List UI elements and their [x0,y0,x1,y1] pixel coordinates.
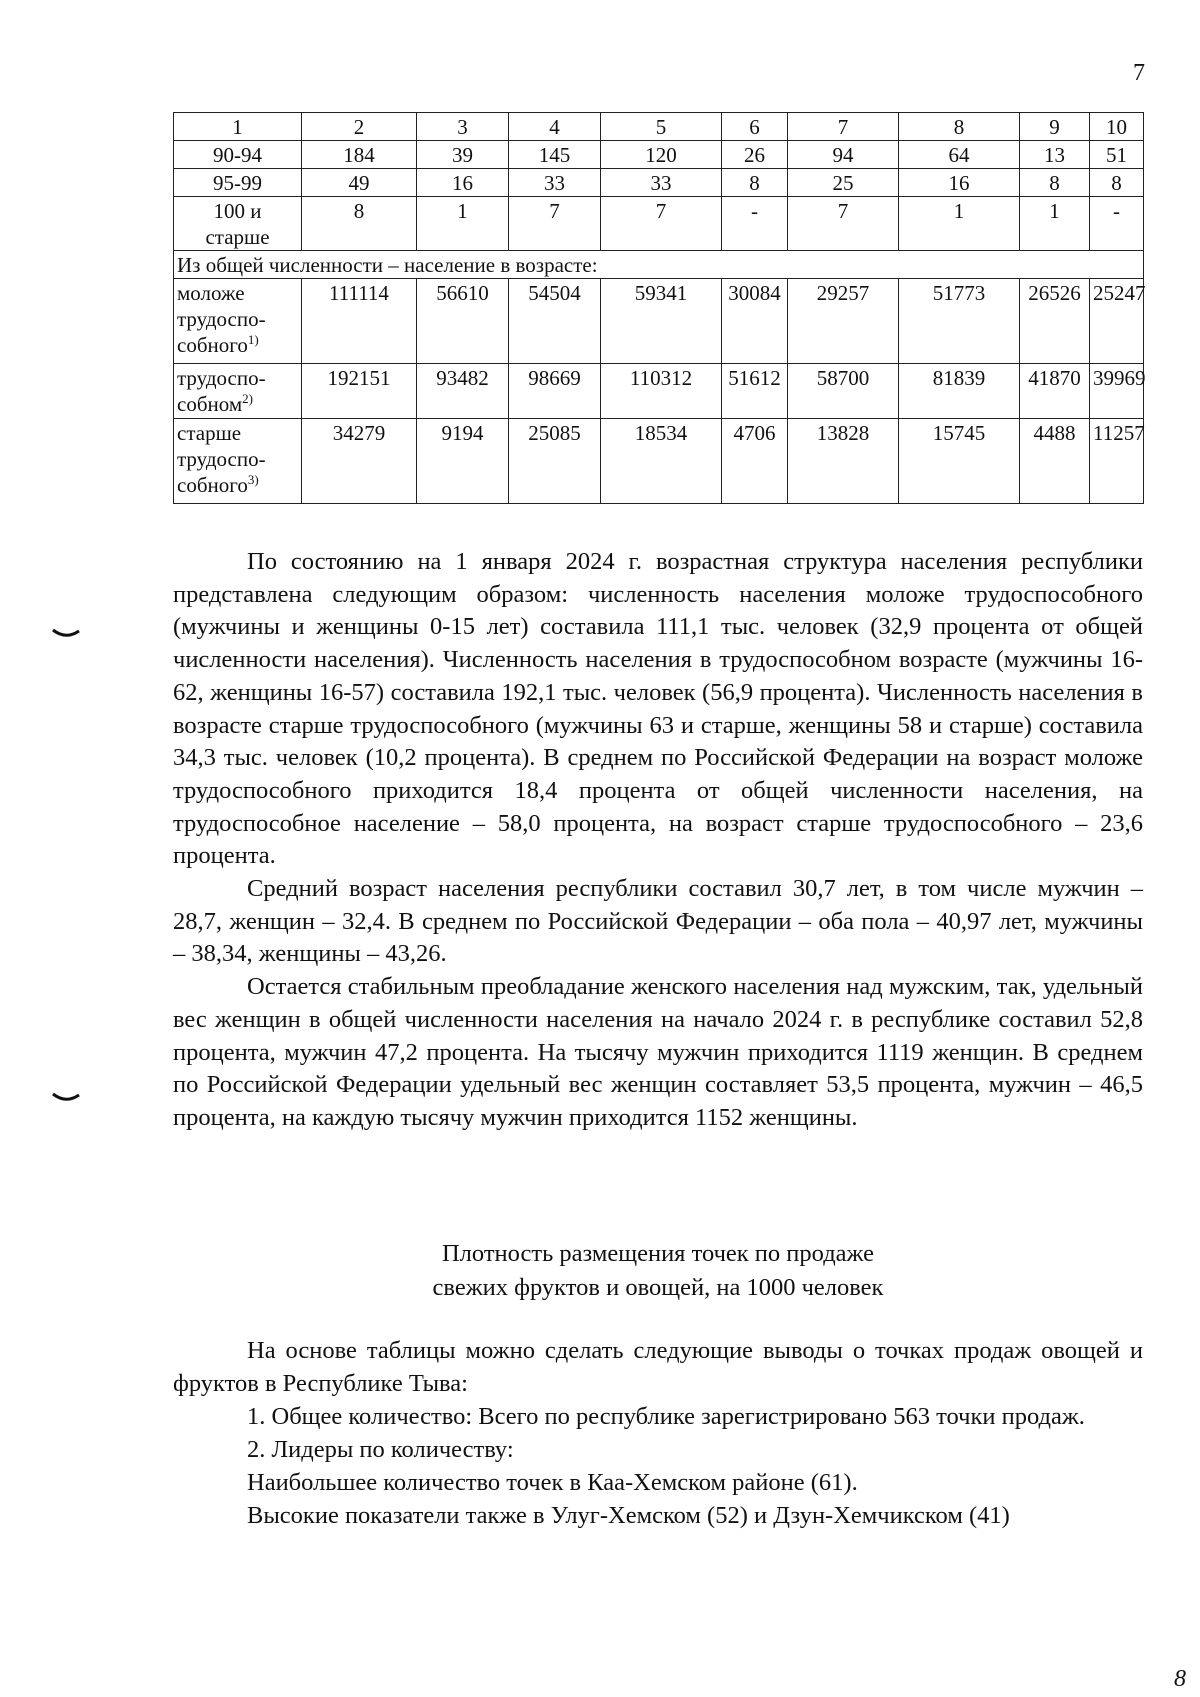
table-cell: 25247 [1090,279,1144,364]
table-cell: 25085 [509,419,601,504]
table-row [174,197,1144,251]
table-cell: 9194 [417,419,509,504]
paragraph: Остается стабильным преобладание женского населения над мужским, так, удельный вес женщин в общей численности населения на начало 2024 г. в республике составил 52,8 процента, мужчин 47,2 процента. На тысячу мужчин приходится 1119 женщин. В среднем по Российской Федерации удельный вес женщин составляет 53,5 процента, мужчин – 46,5 процента, на каждую тысячу мужчин приходится 1152 женщины. [173,973,1143,1131]
table-cell: 13 [1020,141,1090,169]
table-cell: 7 [601,197,722,251]
list-item: На основе таблицы можно сделать следующие выводы о точках продаж овощей и фруктов в Республике Тыва: [173,1337,1143,1397]
header-cell: 7 [788,113,899,141]
table-cell: 8 [1090,169,1144,197]
header-cell: 5 [601,113,722,141]
list-item: Высокие показатели также в Улуг-Хемском (52) и Дзун-Хемчикском (41) [247,1502,1010,1529]
body-text [173,546,1143,1135]
paragraph: Средний возраст населения республики составил 30,7 лет, в том числе мужчин – 28,7, женщин – 32,4. В среднем по Российской Федерации – оба пола – 40,97 лет, мужчины – 38,34, женщины – 43,26. [173,875,1143,968]
table-row [174,169,1144,197]
header-cell: 3 [417,113,509,141]
header-cell: 9 [1020,113,1090,141]
list-item: Наибольшее количество точек в Каа-Хемском районе (61). [247,1469,858,1496]
table-cell: 7 [509,197,601,251]
header-cell: 8 [899,113,1020,141]
row-label-line: 100 и [213,199,262,223]
row-label: 90-94 [174,141,302,169]
table-cell: 33 [509,169,601,197]
table-cell: 81839 [899,364,1020,419]
table-cell: 93482 [417,364,509,419]
page-number: 7 [1133,60,1145,86]
table-cell: 13828 [788,419,899,504]
row-label [174,364,302,419]
table-cell: 54504 [509,279,601,364]
row-label-line: моложе [177,281,245,305]
corner-page-mark: 8 [1174,1666,1186,1692]
table-cell: 34279 [302,419,417,504]
header-cell: 4 [509,113,601,141]
table-cell: 59341 [601,279,722,364]
table-cell: 30084 [722,279,788,364]
table-cell: 29257 [788,279,899,364]
table-cell: 120 [601,141,722,169]
table-cell: 1 [417,197,509,251]
row-label-line: собном [177,392,243,416]
table-cell: 94 [788,141,899,169]
table-row [174,141,1144,169]
table-cell: 18534 [601,419,722,504]
table-cell: 8 [722,169,788,197]
table-cell: 110312 [601,364,722,419]
row-label: 95-99 [174,169,302,197]
paragraph: По состоянию на 1 января 2024 г. возрастная структура населения республики представлена следующим образом: численность населения моложе трудоспособного (мужчины и женщины 0-15 лет) составила 111,1 тыс. человек (32,9 процента от общей численности населения). Численность населения в трудоспособном возрасте (мужчины 16-62, женщины 16-57) составила 192,1 тыс. человек (56,9 процента). Численность населения в возрасте старше трудоспособного (мужчины 63 и старше, женщины 58 и старше) составила 34,3 тыс. человек (10,2 процента). В среднем по Российской Федерации на возраст моложе трудоспособного приходится 18,4 процента от общей численности населения, на трудоспособное население – 58,0 процента, на возраст старше трудоспособного – 23,6 процента. [173,548,1143,870]
table-cell: 56610 [417,279,509,364]
row-label-line: собного [177,473,248,497]
table-cell: 145 [509,141,601,169]
row-label-line: собного [177,333,248,357]
table-cell: 11257 [1090,419,1144,504]
hole-punch-mark-icon [52,1092,80,1102]
row-label [174,197,302,251]
heading-line: Плотность размещения точек по продаже [441,1240,875,1267]
table-cell: 15745 [899,419,1020,504]
table-cell: 39 [417,141,509,169]
table-cell: 64 [899,141,1020,169]
table-cell: 26526 [1020,279,1090,364]
table-cell: 8 [302,197,417,251]
header-cell: 2 [302,113,417,141]
footnote-mark: 3) [247,472,259,487]
row-label-line: трудоспо- [177,447,266,471]
table-cell: 41870 [1020,364,1090,419]
table-cell: 39969 [1090,364,1144,419]
header-cell: 1 [174,113,302,141]
table-cell: 8 [1020,169,1090,197]
row-label [174,419,302,504]
row-label [174,279,302,364]
table-header-row [174,113,1144,141]
row-label-line: трудоспо- [177,307,266,331]
conclusions-list [173,1334,1143,1532]
table-cell: 4488 [1020,419,1090,504]
footnote-mark: 2) [242,391,253,406]
population-table [173,112,1144,504]
table-cell: 51 [1090,141,1144,169]
table-cell: 25 [788,169,899,197]
table-cell: 26 [722,141,788,169]
table-cell: 16 [899,169,1020,197]
table-cell: 1 [899,197,1020,251]
table-cell: 1 [1020,197,1090,251]
table-cell: 51612 [722,364,788,419]
header-cell: 6 [722,113,788,141]
group-title: Из общей численности – население в возрасте: [174,251,1144,279]
row-label-line: трудоспо- [177,366,266,390]
table-cell: 33 [601,169,722,197]
list-item: 1. Общее количество: Всего по республике зарегистрировано 563 точки продаж. [247,1403,1085,1430]
table-cell: 111114 [302,279,417,364]
group-title-row [174,251,1144,279]
heading-line: свежих фруктов и овощей, на 1000 человек [432,1274,884,1301]
table-cell: 98669 [509,364,601,419]
table-cell: 7 [788,197,899,251]
row-label-line: старше [205,225,270,249]
hole-punch-mark-icon [52,628,80,638]
table-cell: 16 [417,169,509,197]
table-cell: 51773 [899,279,1020,364]
table-cell: 58700 [788,364,899,419]
table-row [174,364,1144,419]
table-cell: 192151 [302,364,417,419]
list-item: 2. Лидеры по количеству: [247,1436,514,1463]
table-cell: 49 [302,169,417,197]
section-heading [173,1237,1143,1305]
header-cell: 10 [1090,113,1144,141]
footnote-mark: 1) [247,332,259,347]
table-cell: 4706 [722,419,788,504]
table-cell: 184 [302,141,417,169]
table-cell: - [722,197,788,251]
row-label-line: старше [177,421,242,445]
table-row [174,419,1144,504]
table-row [174,279,1144,364]
table-cell: - [1090,197,1144,251]
